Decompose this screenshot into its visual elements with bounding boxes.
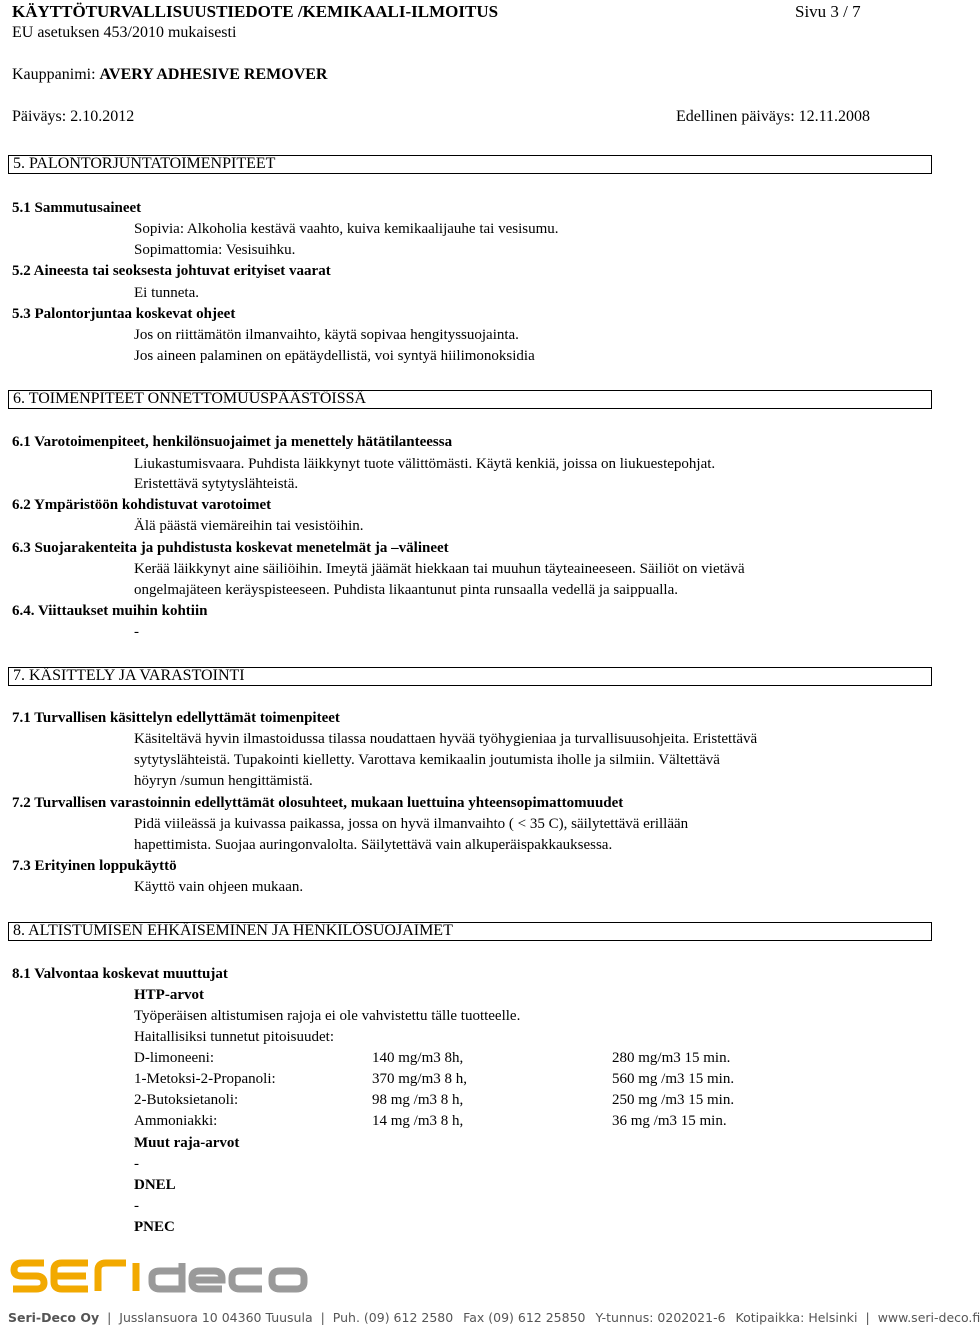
text-line: Käsiteltävä hyvin ilmastoidussa tilassa noudattaen hyvää työhygieniaa ja turvallisuusohjeita. Eristettävä	[134, 731, 758, 747]
text-line: Sopivia: Alkoholia kestävä vaahto, kuiva kemikaalijauhe tai vesisumu.	[134, 221, 559, 237]
section-7-heading-box	[8, 667, 932, 686]
substance-name: D-limoneeni:	[134, 1050, 214, 1066]
footer-contact: Seri-Deco Oy | Jusslansuora 10 04360 Tuusula | Puh. (09) 612 2580 Fax (09) 612 25850 Y-tunnus: 0202021-6 Kotipaikka: Helsinki | www.seri-deco.fi	[8, 1310, 980, 1325]
text-line: -	[134, 1156, 139, 1172]
page-number: Sivu 3 / 7	[795, 2, 861, 21]
value-8h: 98 mg /m3 8 h,	[372, 1092, 464, 1108]
document-title: KÄYTTÖTURVALLISUUSTIEDOTE /KEMIKAALI-ILMOITUS	[12, 2, 499, 21]
text-line: Ei tunneta.	[134, 285, 199, 301]
subsection-5-1-title: 5.1 Sammutusaineet	[12, 200, 142, 216]
dnel-title: DNEL	[134, 1177, 176, 1193]
company-logo	[10, 1258, 330, 1299]
text-line: Jos on riittämätön ilmanvaihto, käytä sopivaa hengityssuojainta.	[134, 327, 519, 343]
section-8-title: 8. ALTISTUMISEN EHKÄISEMINEN JA HENKILÖSUOJAIMET	[13, 922, 453, 939]
value-8h: 370 mg/m3 8 h,	[372, 1071, 468, 1087]
substance-name: Ammoniakki:	[134, 1113, 218, 1129]
company-website-link[interactable]: www.seri-deco.fi	[877, 1310, 980, 1325]
text-line: Haitallisiksi tunnetut pitoisuudet:	[134, 1029, 334, 1045]
company-phone: Puh. (09) 612 2580	[332, 1310, 454, 1325]
pnec-title: PNEC	[134, 1219, 175, 1235]
section-7-title: 7. KÄSITTELY JA VARASTOINTI	[13, 667, 245, 684]
product-label: Kauppanimi:	[12, 66, 100, 83]
text-line: hapettimista. Suojaa auringonvalolta. Säilytettävä vain alkuperäispakkauksessa.	[134, 837, 613, 853]
text-line: Pidä viileässä ja kuivassa paikassa, jossa on hyvä ilmanvaihto ( < 35 C), säilytettävä erillään	[134, 816, 689, 832]
subsection-6-4-title: 6.4. Viittaukset muihin kohtiin	[12, 603, 208, 619]
value-8h: 14 mg /m3 8 h,	[372, 1113, 464, 1129]
text-line: Sopimattomia: Vesisuihku.	[134, 242, 296, 258]
section-5-heading-box	[8, 155, 932, 174]
previous-date: Edellinen päiväys: 12.11.2008	[676, 108, 871, 125]
subsection-6-3-title: 6.3 Suojarakenteita ja puhdistusta koskevat menetelmät ja –välineet	[12, 540, 449, 556]
section-5-title: 5. PALONTORJUNTATOIMENPITEET	[13, 155, 276, 172]
text-line: Työperäisen altistumisen rajoja ei ole vahvistettu tälle tuotteelle.	[134, 1008, 521, 1024]
text-line: höyryn /sumun hengittämistä.	[134, 773, 313, 789]
section-8-heading-box	[8, 922, 932, 941]
regulation-subtitle: EU asetuksen 453/2010 mukaisesti	[12, 24, 237, 41]
company-address: Jusslansuora 10 04360 Tuusula	[119, 1310, 313, 1325]
subsection-7-1-title: 7.1 Turvallisen käsittelyn edellyttämät toimenpiteet	[12, 710, 340, 726]
text-line: sytytyslähteistä. Tupakointi kielletty. Varottava kemikaalin joutumista iholle ja silmiin. Vältettävä	[134, 752, 720, 768]
text-line: Käyttö vain ohjeen mukaan.	[134, 879, 304, 895]
text-line: Eristettävä sytytyslähteistä.	[134, 476, 299, 492]
product-name: AVERY ADHESIVE REMOVER	[99, 66, 328, 83]
issue-date: Päiväys: 2.10.2012	[12, 108, 135, 125]
text-line: -	[134, 1198, 139, 1214]
value-15min: 560 mg /m3 15 min.	[612, 1071, 735, 1087]
subsection-5-2-title: 5.2 Aineesta tai seoksesta johtuvat erityiset vaarat	[12, 263, 331, 279]
subsection-7-3-title: 7.3 Erityinen loppukäyttö	[12, 858, 177, 874]
subsection-8-1-title: 8.1 Valvontaa koskevat muuttujat	[12, 966, 228, 982]
subsection-5-3-title: 5.3 Palontorjuntaa koskevat ohjeet	[12, 306, 236, 322]
section-6-title: 6. TOIMENPITEET ONNETTOMUUSPÄÄSTÖISSÄ	[13, 390, 367, 407]
text-line: Älä päästä viemäreihin tai vesistöihin.	[134, 518, 364, 534]
subsection-7-2-title: 7.2 Turvallisen varastoinnin edellyttämät olosuhteet, mukaan luettuina yhteensopimattomuudet	[12, 795, 624, 811]
value-15min: 36 mg /m3 15 min.	[612, 1113, 727, 1129]
section-6-heading-box	[8, 390, 932, 409]
text-line: ongelmajäteen keräyspisteeseen. Puhdista likaantunut pinta runsaalla vedellä ja saippualla.	[134, 582, 678, 598]
company-fax: Fax (09) 612 25850	[463, 1310, 586, 1325]
substance-name: 1-Metoksi-2-Propanoli:	[134, 1071, 276, 1087]
product-name-line	[12, 66, 327, 84]
subsection-6-1-title: 6.1 Varotoimenpiteet, henkilönsuojaimet ja menettely hätätilanteessa	[12, 434, 453, 450]
value-15min: 250 mg /m3 15 min.	[612, 1092, 735, 1108]
value-8h: 140 mg/m3 8h,	[372, 1050, 464, 1066]
text-line: Jos aineen palaminen on epätäydellistä, voi syntyä hiilimonoksidia	[134, 348, 535, 364]
htp-title: HTP-arvot	[134, 987, 204, 1003]
company-name: Seri-Deco Oy	[8, 1310, 100, 1325]
text-line: -	[134, 624, 139, 640]
company-ytunnus: Y-tunnus: 0202021-6	[595, 1310, 726, 1325]
subsection-6-2-title: 6.2 Ympäristöön kohdistuvat varotoimet	[12, 497, 272, 513]
substance-name: 2-Butoksietanoli:	[134, 1092, 239, 1108]
text-line: Kerää läikkynyt aine säiliöihin. Imeytä jäämät hiekkaan tai muuhun täyteaineeseen. Säiliöt on vietävä	[134, 561, 745, 577]
other-limits-title: Muut raja-arvot	[134, 1135, 240, 1151]
company-kotipaikka: Kotipaikka: Helsinki	[735, 1310, 858, 1325]
text-line: Liukastumisvaara. Puhdista läikkynyt tuote välittömästi. Käytä kenkiä, joissa on liukuestepohjat.	[134, 456, 716, 472]
value-15min: 280 mg/m3 15 min.	[612, 1050, 731, 1066]
